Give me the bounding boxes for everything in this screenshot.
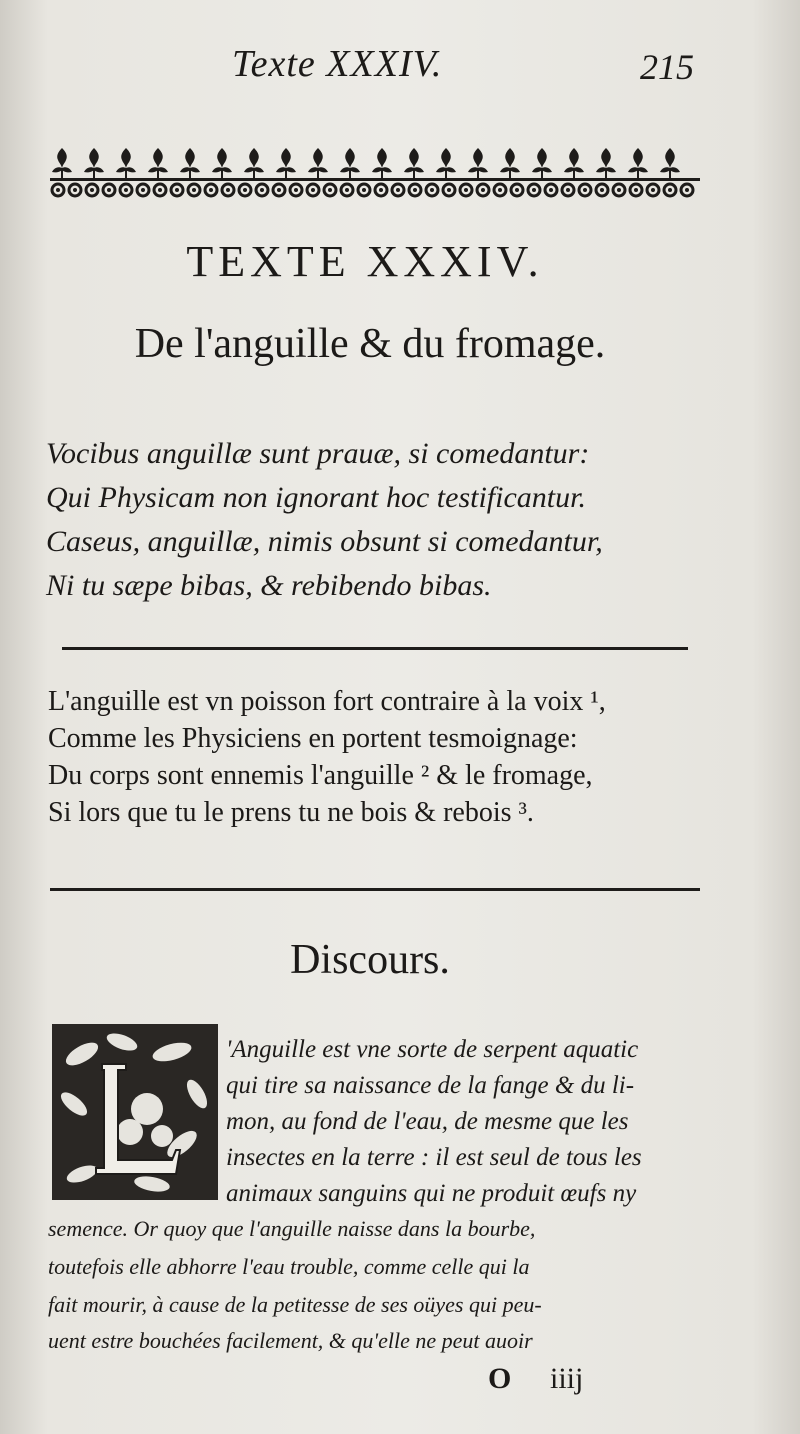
running-head <box>0 40 800 100</box>
body-line: animaux sanguins qui ne produit œufs ny <box>226 1180 637 1207</box>
verse-line: Qui Physicam non ignorant hoc testificantur. <box>46 481 586 514</box>
body-line: uent estre bouchées facilement, & qu'elle ne peut auoir <box>48 1328 533 1353</box>
body-line: toutefois elle abhorre l'eau trouble, comme celle qui la <box>48 1254 530 1279</box>
body-line: qui tire sa naissance de la fange & du li- <box>226 1072 635 1099</box>
section-subtitle: De l'anguille & du fromage. <box>134 321 606 367</box>
verse-line: Vocibus anguillæ sunt prauæ, si comedantur: <box>46 437 590 470</box>
latin-verse <box>46 432 603 608</box>
discours-title: Discours. <box>290 937 450 983</box>
page-number: 215 <box>640 47 694 87</box>
verse-line: Si lors que tu le prens tu ne bois & rebois ³. <box>48 797 534 828</box>
verse-line: L'anguille est vn poisson fort contraire à la voix ¹, <box>48 686 606 717</box>
divider-rule <box>62 647 688 650</box>
verse-line: Ni tu sæpe bibas, & rebibendo bibas. <box>46 569 492 602</box>
verse-line: Caseus, anguillæ, nimis obsunt si comedantur, <box>46 525 603 558</box>
verse-line: Comme les Physiciens en portent tesmoignage: <box>48 723 578 754</box>
signature-number: iiij <box>550 1362 584 1395</box>
divider-rule <box>50 888 700 891</box>
section-title: TEXTE XXXIV. <box>186 237 544 286</box>
body-line: semence. Or quoy que l'anguille naisse dans la bourbe, <box>48 1216 536 1241</box>
body-line: 'Anguille est vne sorte de serpent aquatic <box>226 1036 639 1063</box>
body-line: mon, au fond de l'eau, de mesme que les <box>226 1108 629 1135</box>
running-title: Texte XXXIV. <box>232 43 443 85</box>
signature-mark: O <box>488 1362 512 1395</box>
french-verse <box>48 683 606 831</box>
body-line: insectes en la terre : il est seul de tous les <box>226 1144 642 1171</box>
flower-ornament-band <box>50 142 700 202</box>
verse-line: Du corps sont ennemis l'anguille ² & le fromage, <box>48 760 593 791</box>
body-line: fait mourir, à cause de la petitesse de ses oüyes qui peu- <box>48 1292 542 1317</box>
decorated-initial-l-icon <box>52 1024 218 1200</box>
